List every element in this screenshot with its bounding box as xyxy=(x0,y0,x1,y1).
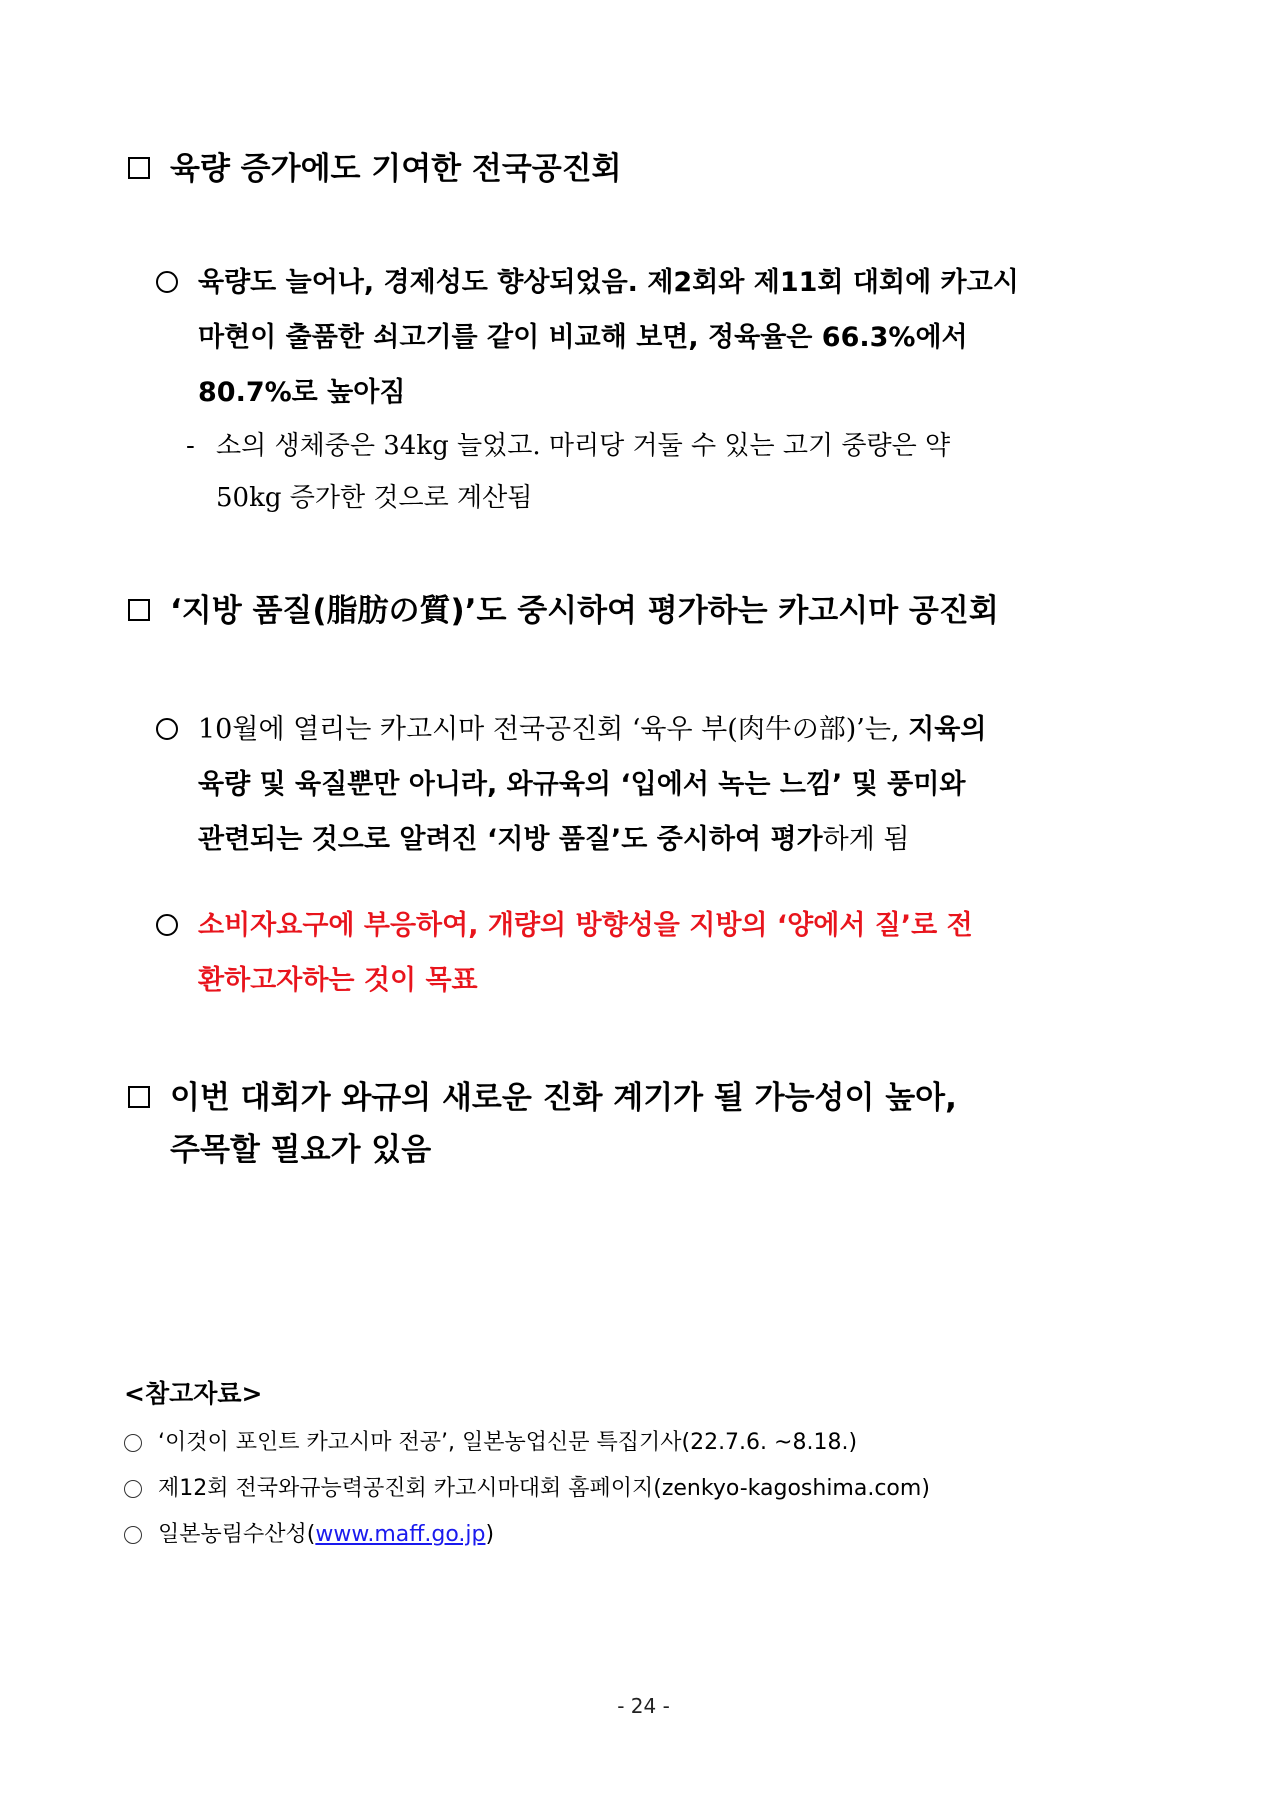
heading-line: 주목할 필요가 있음 xyxy=(170,1132,432,1168)
page-number: - 24 - xyxy=(617,1694,670,1718)
bullet-item xyxy=(152,702,1167,867)
bullet-line: 80.7%로 높아짐 xyxy=(198,377,406,408)
dash-marker: - xyxy=(186,431,195,461)
reference-text: 제12회 전국와규능력공진회 카고시마대회 홈페이지(zenkyo-kagoshima.com) xyxy=(158,1476,930,1501)
reference-item xyxy=(124,1420,930,1466)
bullet-item-highlight xyxy=(152,898,1167,1008)
bullet-line: 소비자요구에 부응하여, 개량의 방향성을 지방의 ‘양에서 질’로 전 xyxy=(198,910,973,941)
bullet-line: 육량 및 육질뿐만 아니라, 와규육의 ‘입에서 녹는 느낌’ 및 풍미와 xyxy=(198,769,966,800)
bold-text: 관련되는 것으로 알려진 ‘지방 품질’도 중시하여 평가 xyxy=(198,824,823,855)
circle-bullet-icon xyxy=(124,1526,142,1544)
references-title: <참고자료> xyxy=(124,1379,263,1408)
maff-link[interactable]: www.maff.go.jp xyxy=(315,1522,486,1547)
reference-item xyxy=(124,1466,930,1512)
reference-item xyxy=(124,1512,930,1558)
checkbox-square-icon xyxy=(128,1086,150,1108)
section-heading-3 xyxy=(124,1072,1164,1176)
bullet-line xyxy=(198,812,1167,867)
reference-suffix: ) xyxy=(485,1522,495,1547)
reference-prefix: 일본농림수산성( xyxy=(158,1522,316,1547)
sub-line: 소의 생체중은 34kg 늘었고. 마리당 거둘 수 있는 고기 중량은 약 xyxy=(216,431,951,461)
bullet-item xyxy=(152,255,1167,420)
bullet-line: 환하고자하는 것이 목표 xyxy=(198,965,478,996)
heading-text: 육량 증가에도 기여한 전국공진회 xyxy=(170,151,622,187)
references xyxy=(124,1374,930,1558)
bullet-line: 마현이 출품한 쇠고기를 같이 비교해 보면, 정육율은 66.3%에서 xyxy=(198,322,968,353)
circle-bullet-icon xyxy=(156,914,178,936)
heading-text: ‘지방 품질(脂肪の質)’도 중시하여 평가하는 카고시마 공진회 xyxy=(170,593,999,629)
sub-line: 50kg 증가한 것으로 계산됨 xyxy=(216,483,533,513)
checkbox-square-icon xyxy=(128,599,150,621)
reference-text xyxy=(158,1512,494,1558)
heading-line: 이번 대회가 와규의 새로운 진화 계기가 될 가능성이 높아, xyxy=(170,1080,957,1116)
circle-bullet-icon xyxy=(156,271,178,293)
bold-text: 지육의 xyxy=(908,714,987,745)
circle-bullet-icon xyxy=(124,1434,142,1452)
bullet-line xyxy=(198,702,1167,757)
reference-text: ‘이것이 포인트 카고시마 전공’, 일본농업신문 특집기사(22.7.6. ~8.18.) xyxy=(158,1430,858,1455)
section-heading-1 xyxy=(124,143,1164,195)
section-heading-2 xyxy=(124,585,1164,637)
plain-text: 10월에 열리는 카고시마 전국공진회 ‘육우 부(肉牛の部)’는, xyxy=(198,714,909,745)
bullet-line: 육량도 늘어나, 경제성도 향상되었음. 제2회와 제11회 대회에 카고시 xyxy=(198,267,1019,298)
circle-bullet-icon xyxy=(124,1480,142,1498)
plain-text: 하게 됨 xyxy=(822,824,910,855)
checkbox-square-icon xyxy=(128,157,150,179)
sub-bullet-item xyxy=(186,420,1166,524)
circle-bullet-icon xyxy=(156,718,178,740)
